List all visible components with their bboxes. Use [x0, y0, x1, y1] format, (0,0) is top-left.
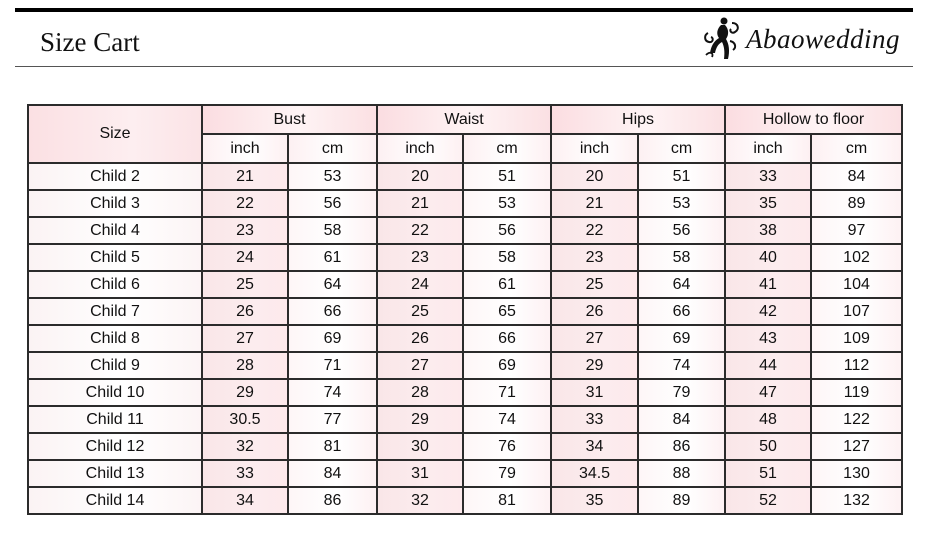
waist-cm-cell: 76 — [463, 433, 551, 460]
waist-inch-cell: 24 — [377, 271, 463, 298]
bust-inch-cell: 33 — [202, 460, 288, 487]
size-cell: Child 10 — [28, 379, 202, 406]
hips-inch-cell: 31 — [551, 379, 638, 406]
hollow-cm-cell: 107 — [811, 298, 902, 325]
hips-inch-cell: 25 — [551, 271, 638, 298]
bust-inch-cell: 27 — [202, 325, 288, 352]
table-row — [28, 217, 902, 244]
hips-cm-cell: 89 — [638, 487, 725, 514]
hollow-inch-cell: 38 — [725, 217, 811, 244]
size-cell: Child 14 — [28, 487, 202, 514]
bust-cm-cell: 74 — [288, 379, 377, 406]
waist-inch-cell: 25 — [377, 298, 463, 325]
hips-inch-cell: 34.5 — [551, 460, 638, 487]
size-cell: Child 12 — [28, 433, 202, 460]
hollow-inch-cell: 43 — [725, 325, 811, 352]
bust-cm-cell: 84 — [288, 460, 377, 487]
hollow-cm-cell: 89 — [811, 190, 902, 217]
waist-inch-cell: 21 — [377, 190, 463, 217]
size-table-body — [28, 163, 902, 514]
size-cell: Child 5 — [28, 244, 202, 271]
unit-header-inch: inch — [202, 134, 288, 163]
waist-inch-cell: 22 — [377, 217, 463, 244]
bust-inch-cell: 30.5 — [202, 406, 288, 433]
size-cell: Child 3 — [28, 190, 202, 217]
size-cell: Child 4 — [28, 217, 202, 244]
table-row — [28, 352, 902, 379]
bust-cm-cell: 53 — [288, 163, 377, 190]
bust-inch-cell: 32 — [202, 433, 288, 460]
hollow-inch-cell: 50 — [725, 433, 811, 460]
bust-header: Bust — [202, 105, 377, 134]
unit-header-inch: inch — [551, 134, 638, 163]
waist-inch-cell: 29 — [377, 406, 463, 433]
bust-cm-cell: 77 — [288, 406, 377, 433]
hollow-cm-cell: 104 — [811, 271, 902, 298]
unit-header-cm: cm — [811, 134, 902, 163]
hips-cm-cell: 88 — [638, 460, 725, 487]
hollow-to-floor-header: Hollow to floor — [725, 105, 902, 134]
hollow-cm-cell: 119 — [811, 379, 902, 406]
hips-cm-cell: 56 — [638, 217, 725, 244]
brand-logo — [702, 14, 900, 64]
bust-cm-cell: 61 — [288, 244, 377, 271]
waist-header: Waist — [377, 105, 551, 134]
page-title: Size Cart — [40, 27, 140, 57]
bust-cm-cell: 71 — [288, 352, 377, 379]
waist-cm-cell: 66 — [463, 325, 551, 352]
hollow-inch-cell: 42 — [725, 298, 811, 325]
unit-header-cm: cm — [463, 134, 551, 163]
hips-cm-cell: 66 — [638, 298, 725, 325]
table-row — [28, 244, 902, 271]
size-cell: Child 7 — [28, 298, 202, 325]
hollow-inch-cell: 40 — [725, 244, 811, 271]
bust-cm-cell: 69 — [288, 325, 377, 352]
hips-inch-cell: 35 — [551, 487, 638, 514]
hips-cm-cell: 53 — [638, 190, 725, 217]
waist-cm-cell: 81 — [463, 487, 551, 514]
table-row — [28, 433, 902, 460]
waist-inch-cell: 23 — [377, 244, 463, 271]
hips-inch-cell: 34 — [551, 433, 638, 460]
hips-inch-cell: 20 — [551, 163, 638, 190]
bust-inch-cell: 34 — [202, 487, 288, 514]
hips-inch-cell: 22 — [551, 217, 638, 244]
hips-cm-cell: 74 — [638, 352, 725, 379]
waist-inch-cell: 20 — [377, 163, 463, 190]
hollow-cm-cell: 112 — [811, 352, 902, 379]
hips-inch-cell: 29 — [551, 352, 638, 379]
hollow-cm-cell: 122 — [811, 406, 902, 433]
header-divider — [15, 66, 913, 67]
hollow-inch-cell: 48 — [725, 406, 811, 433]
bust-inch-cell: 24 — [202, 244, 288, 271]
hollow-cm-cell: 132 — [811, 487, 902, 514]
table-row — [28, 163, 902, 190]
hollow-inch-cell: 33 — [725, 163, 811, 190]
waist-inch-cell: 28 — [377, 379, 463, 406]
table-row — [28, 487, 902, 514]
hollow-cm-cell: 102 — [811, 244, 902, 271]
waist-cm-cell: 51 — [463, 163, 551, 190]
hollow-cm-cell: 109 — [811, 325, 902, 352]
bust-inch-cell: 22 — [202, 190, 288, 217]
size-cell: Child 13 — [28, 460, 202, 487]
table-row — [28, 379, 902, 406]
waist-cm-cell: 58 — [463, 244, 551, 271]
bust-inch-cell: 28 — [202, 352, 288, 379]
bust-cm-cell: 56 — [288, 190, 377, 217]
bust-cm-cell: 66 — [288, 298, 377, 325]
hips-cm-cell: 51 — [638, 163, 725, 190]
bust-inch-cell: 29 — [202, 379, 288, 406]
size-cell: Child 2 — [28, 163, 202, 190]
waist-cm-cell: 56 — [463, 217, 551, 244]
waist-cm-cell: 65 — [463, 298, 551, 325]
table-row — [28, 460, 902, 487]
table-row — [28, 325, 902, 352]
hips-cm-cell: 69 — [638, 325, 725, 352]
hips-cm-cell: 86 — [638, 433, 725, 460]
hips-cm-cell: 64 — [638, 271, 725, 298]
size-cell: Child 8 — [28, 325, 202, 352]
waist-inch-cell: 26 — [377, 325, 463, 352]
hollow-inch-cell: 47 — [725, 379, 811, 406]
table-row — [28, 190, 902, 217]
hollow-inch-cell: 44 — [725, 352, 811, 379]
hollow-inch-cell: 41 — [725, 271, 811, 298]
table-row — [28, 406, 902, 433]
hips-cm-cell: 79 — [638, 379, 725, 406]
waist-cm-cell: 79 — [463, 460, 551, 487]
waist-inch-cell: 31 — [377, 460, 463, 487]
bride-silhouette-icon — [702, 15, 742, 63]
bust-cm-cell: 58 — [288, 217, 377, 244]
hips-inch-cell: 21 — [551, 190, 638, 217]
unit-header-inch: inch — [377, 134, 463, 163]
hips-inch-cell: 26 — [551, 298, 638, 325]
unit-header-cm: cm — [638, 134, 725, 163]
bust-inch-cell: 23 — [202, 217, 288, 244]
table-row — [28, 271, 902, 298]
hips-header: Hips — [551, 105, 725, 134]
hollow-inch-cell: 51 — [725, 460, 811, 487]
size-cell: Child 11 — [28, 406, 202, 433]
waist-inch-cell: 32 — [377, 487, 463, 514]
size-cell: Child 9 — [28, 352, 202, 379]
size-column-header: Size — [28, 105, 202, 163]
hollow-inch-cell: 52 — [725, 487, 811, 514]
waist-cm-cell: 69 — [463, 352, 551, 379]
hips-inch-cell: 27 — [551, 325, 638, 352]
unit-header-inch: inch — [725, 134, 811, 163]
bust-cm-cell: 81 — [288, 433, 377, 460]
waist-cm-cell: 74 — [463, 406, 551, 433]
waist-cm-cell: 61 — [463, 271, 551, 298]
waist-cm-cell: 71 — [463, 379, 551, 406]
hollow-cm-cell: 97 — [811, 217, 902, 244]
unit-header-cm: cm — [288, 134, 377, 163]
hips-inch-cell: 23 — [551, 244, 638, 271]
size-chart-table — [27, 104, 903, 515]
bust-inch-cell: 26 — [202, 298, 288, 325]
size-cell: Child 6 — [28, 271, 202, 298]
bust-cm-cell: 64 — [288, 271, 377, 298]
hollow-cm-cell: 84 — [811, 163, 902, 190]
waist-cm-cell: 53 — [463, 190, 551, 217]
hips-cm-cell: 58 — [638, 244, 725, 271]
table-row — [28, 298, 902, 325]
bust-inch-cell: 21 — [202, 163, 288, 190]
hips-cm-cell: 84 — [638, 406, 725, 433]
hollow-cm-cell: 130 — [811, 460, 902, 487]
bust-cm-cell: 86 — [288, 487, 377, 514]
waist-inch-cell: 30 — [377, 433, 463, 460]
hips-inch-cell: 33 — [551, 406, 638, 433]
brand-name: Abaowedding — [746, 23, 900, 54]
top-rule — [15, 8, 913, 12]
hollow-cm-cell: 127 — [811, 433, 902, 460]
bust-inch-cell: 25 — [202, 271, 288, 298]
hollow-inch-cell: 35 — [725, 190, 811, 217]
waist-inch-cell: 27 — [377, 352, 463, 379]
